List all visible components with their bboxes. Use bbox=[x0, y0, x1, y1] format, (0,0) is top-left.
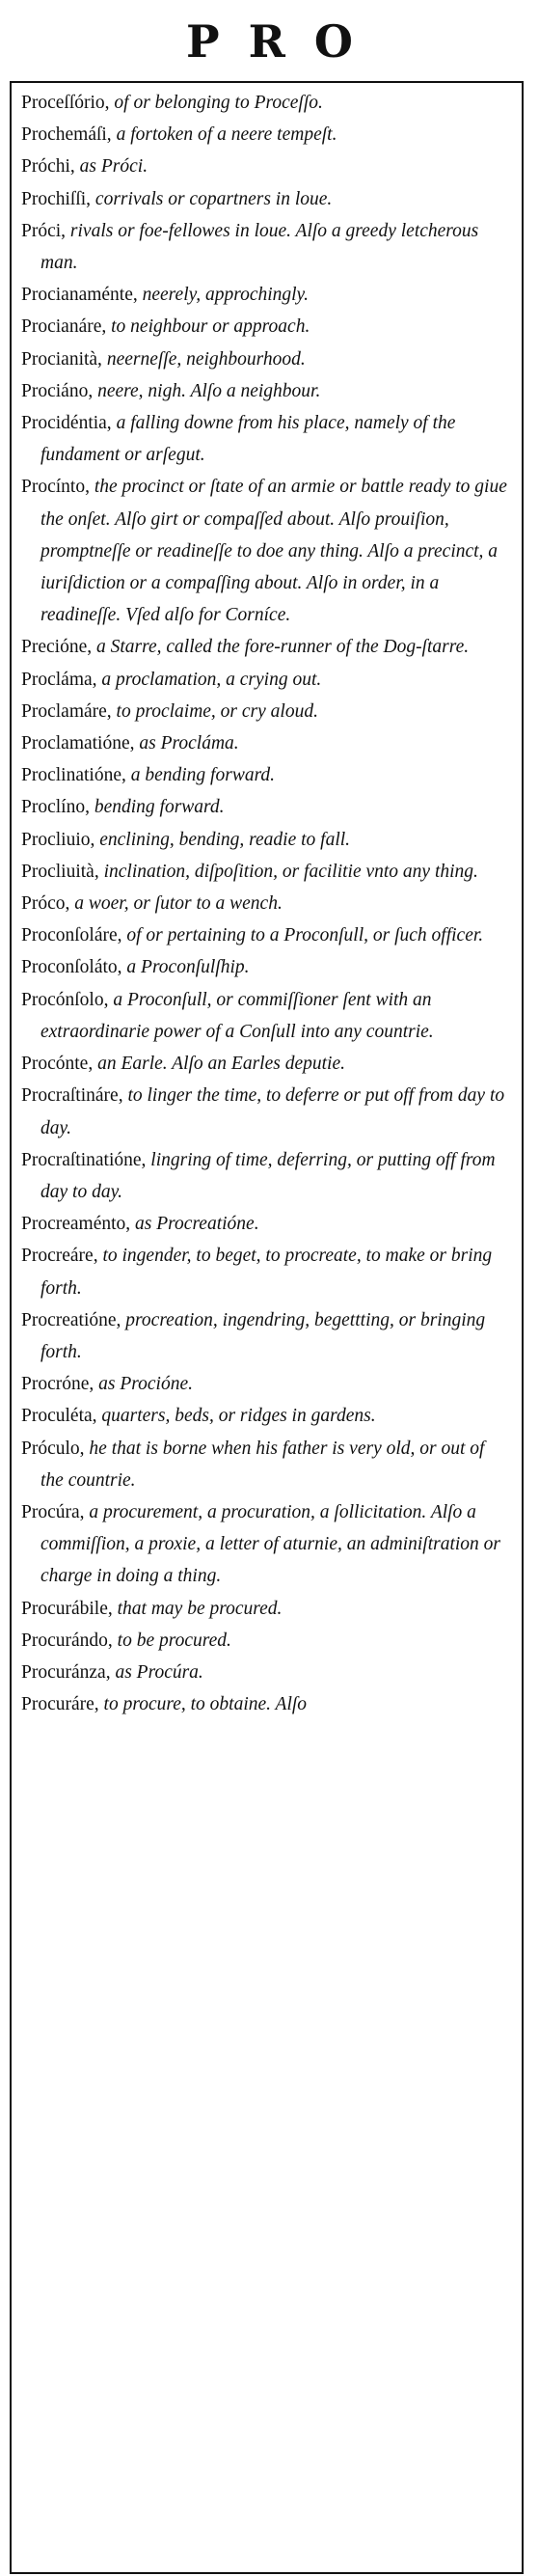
dictionary-entry bbox=[21, 471, 509, 631]
entry-definition: a procurement, a procuration, a ſollicitation. Alſo a commiſſion, a proxie, a letter of aturnie, an adminiſtration or charge in doing a thing. bbox=[40, 1501, 500, 1587]
dictionary-entry bbox=[21, 119, 509, 151]
entry-definition: an Earle. Alſo an Earles deputie. bbox=[93, 1054, 345, 1075]
entry-headword: Procínto, bbox=[21, 477, 90, 498]
entries-frame bbox=[10, 81, 524, 2574]
entry-definition: a proclamation, a crying out. bbox=[96, 669, 322, 690]
entry-headword: Procianità, bbox=[21, 348, 102, 370]
entry-definition: he that is borne when his father is very old, or out of the countrie. bbox=[40, 1438, 485, 1491]
dictionary-entry bbox=[21, 791, 509, 823]
dictionary-entry bbox=[21, 87, 509, 119]
entry-definition: a Starre, called the fore-runner of the Dog-ſtarre. bbox=[92, 637, 470, 658]
entry-headword: Procreáre, bbox=[21, 1246, 98, 1267]
dictionary-entry bbox=[21, 727, 509, 759]
entry-definition: a Proconſulſhip. bbox=[121, 957, 250, 978]
entry-headword: Procianáre, bbox=[21, 316, 107, 338]
entry-definition: that may be procured. bbox=[112, 1598, 283, 1619]
entry-definition: of or pertaining to a Proconſull, or ſuch officer. bbox=[121, 925, 484, 946]
entry-definition: a Proconſull, or commiſſioner ſent with an extraordinarie power of a Conſull into any countrie. bbox=[40, 989, 434, 1042]
entry-definition: neere, nigh. Alſo a neighbour. bbox=[93, 380, 321, 401]
dictionary-entry bbox=[21, 888, 509, 919]
entry-definition: inclination, diſpoſition, or facilitie vnto any thing. bbox=[98, 861, 478, 882]
dictionary-entry bbox=[21, 984, 509, 1048]
entry-headword: Proceſſório, bbox=[21, 93, 110, 113]
entry-definition: bending forward. bbox=[89, 797, 225, 818]
entry-definition: procreation, ingendring, begettting, or bringing forth. bbox=[40, 1309, 486, 1362]
entry-definition: enclining, bending, readie to fall. bbox=[94, 829, 351, 850]
entry-definition: to neighbour or approach. bbox=[106, 316, 310, 338]
entry-headword: Procidéntia, bbox=[21, 413, 112, 434]
entry-headword: Procliuità, bbox=[21, 861, 99, 882]
entry-headword: Procurándo, bbox=[21, 1630, 113, 1651]
entry-headword: Proclíno, bbox=[21, 797, 90, 818]
entry-definition: as Próci. bbox=[74, 156, 148, 178]
dictionary-entry bbox=[21, 1368, 509, 1400]
entry-headword: Procianaménte, bbox=[21, 285, 138, 306]
entry-definition: neerneſſe, neighbourhood. bbox=[101, 348, 306, 370]
dictionary-entry bbox=[21, 1593, 509, 1625]
entry-headword: Procreatióne, bbox=[21, 1309, 121, 1330]
dictionary-entry bbox=[21, 1625, 509, 1657]
entry-definition: to be procured. bbox=[112, 1630, 231, 1651]
dictionary-entry bbox=[21, 1400, 509, 1432]
entry-definition: a fortoken of a neere tempeſt. bbox=[111, 124, 337, 146]
dictionary-entry bbox=[21, 311, 509, 343]
entry-headword: Prochemáſi, bbox=[21, 124, 112, 146]
dictionary-entry bbox=[21, 696, 509, 727]
entry-definition: as Procúra. bbox=[110, 1661, 203, 1683]
dictionary-entry bbox=[21, 919, 509, 951]
dictionary-entry bbox=[21, 407, 509, 471]
entry-definition: as Procióne. bbox=[94, 1374, 193, 1395]
entry-definition: as Procreatióne. bbox=[130, 1214, 259, 1235]
page-title: PRO bbox=[186, 15, 382, 68]
dictionary-entry bbox=[21, 1433, 509, 1496]
dictionary-entry bbox=[21, 1240, 509, 1303]
entry-definition: a bending forward. bbox=[125, 765, 276, 786]
entry-definition: to ingender, to beget, to procreate, to make or bring forth. bbox=[40, 1246, 493, 1299]
entry-headword: Procúra, bbox=[21, 1501, 85, 1522]
entry-definition: to proclaime, or cry aloud. bbox=[111, 700, 318, 722]
dictionary-entry bbox=[21, 1144, 509, 1208]
entry-headword: Proconſoláto, bbox=[21, 957, 122, 978]
entry-headword: Procuránza, bbox=[21, 1661, 111, 1683]
entry-headword: Procláma, bbox=[21, 669, 97, 690]
entry-headword: Prociáno, bbox=[21, 380, 94, 401]
entry-headword: Procliuio, bbox=[21, 829, 95, 850]
dictionary-entry bbox=[21, 215, 509, 279]
entry-definition: corrivals or copartners in loue. bbox=[91, 188, 333, 209]
entry-definition: quarters, beds, or ridges in gardens. bbox=[96, 1406, 376, 1427]
entry-definition: of or belonging to Proceſſo. bbox=[109, 93, 323, 113]
entry-definition: to linger the time, to deferre or put off from day to day. bbox=[40, 1085, 505, 1138]
entry-headword: Proclamatióne, bbox=[21, 733, 135, 754]
dictionary-entry bbox=[21, 1657, 509, 1688]
entry-definition: neerely, approchingly. bbox=[137, 285, 310, 306]
entry-definition: a woer, or ſutor to a wench. bbox=[69, 893, 283, 915]
dictionary-entry bbox=[21, 1048, 509, 1080]
entry-headword: Proconſoláre, bbox=[21, 925, 122, 946]
entry-definition: a falling downe from his place, namely of the fundament or arſegut. bbox=[40, 413, 456, 466]
dictionary-entry bbox=[21, 824, 509, 856]
dictionary-entry bbox=[21, 151, 509, 182]
entry-headword: Procróne, bbox=[21, 1374, 94, 1395]
entry-headword: Precióne, bbox=[21, 637, 93, 658]
entry-headword: Prochiſſi, bbox=[21, 188, 92, 209]
entry-headword: Proclamáre, bbox=[21, 700, 112, 722]
entry-headword: Procurábile, bbox=[21, 1598, 113, 1619]
dictionary-entry bbox=[21, 951, 509, 983]
entry-headword: Procuráre, bbox=[21, 1694, 99, 1715]
dictionary-entry bbox=[21, 856, 509, 888]
dictionary-entry bbox=[21, 664, 509, 696]
dictionary-entry bbox=[21, 183, 509, 215]
dictionary-entry bbox=[21, 631, 509, 663]
dictionary-entry bbox=[21, 759, 509, 791]
entry-definition: as Procláma. bbox=[134, 733, 239, 754]
entry-headword: Próculo, bbox=[21, 1438, 85, 1459]
page-header bbox=[0, 8, 539, 75]
entry-headword: Procreaménto, bbox=[21, 1214, 131, 1235]
entries-list bbox=[21, 87, 509, 1720]
dictionary-entry bbox=[21, 1080, 509, 1143]
entry-headword: Procónſolo, bbox=[21, 989, 109, 1010]
entry-headword: Próco, bbox=[21, 893, 70, 915]
entry-definition: rivals or foe-fellowes in loue. Alſo a greedy letcherous man. bbox=[40, 220, 479, 274]
dictionary-entry bbox=[21, 375, 509, 407]
entry-headword: Próci, bbox=[21, 220, 67, 241]
entry-definition: to procure, to obtaine. Alſo bbox=[98, 1694, 308, 1715]
entry-headword: Procónte, bbox=[21, 1054, 94, 1075]
entry-headword: Proclinatióne, bbox=[21, 765, 126, 786]
entry-definition: the procinct or ſtate of an armie or battle ready to giue the onſet. Alſo girt or compaſſed about. Alſo prouiſion, promptneſſe or readineſſe to doe any thing. Alſo a precinct, a iuriſdiction or a compaſſing about. Alſo in order, in a readineſſe. Vſed alſo for Corníce. bbox=[40, 477, 507, 626]
entry-headword: Próchi, bbox=[21, 156, 75, 178]
dictionary-entry bbox=[21, 343, 509, 375]
dictionary-entry bbox=[21, 1496, 509, 1593]
dictionary-entry bbox=[21, 279, 509, 311]
dictionary-entry bbox=[21, 1208, 509, 1240]
entry-headword: Proculéta, bbox=[21, 1406, 97, 1427]
entry-definition: lingring of time, deferring, or putting off from day to day. bbox=[40, 1149, 496, 1202]
entry-headword: Procraſtinatióne, bbox=[21, 1149, 147, 1170]
dictionary-entry bbox=[21, 1304, 509, 1368]
dictionary-entry bbox=[21, 1688, 509, 1720]
entry-headword: Procraſtináre, bbox=[21, 1085, 123, 1107]
